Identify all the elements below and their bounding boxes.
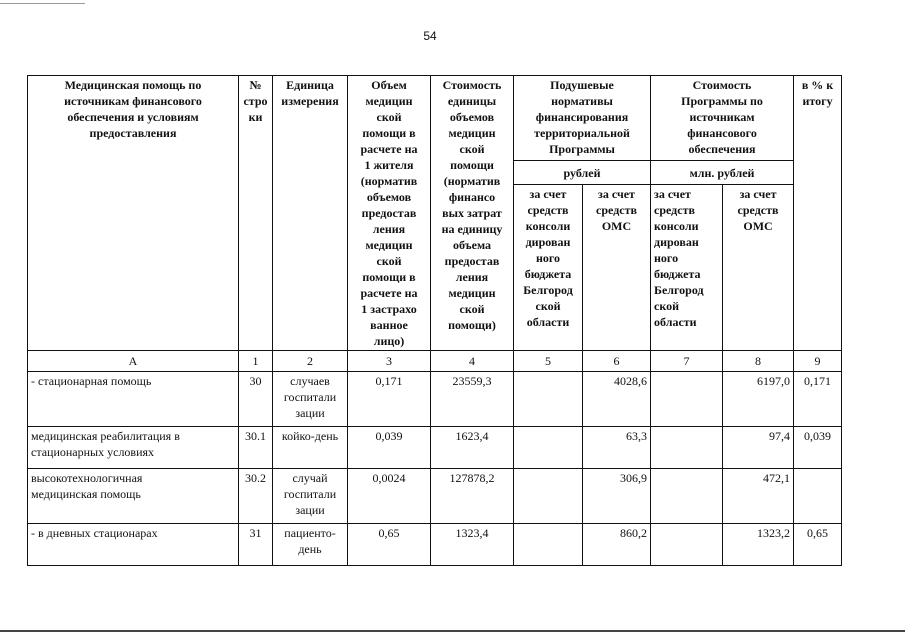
row-name: - в дневных стационарах: [28, 524, 239, 566]
header-percent: в % к итогу: [794, 76, 842, 351]
header-volume: Объем медицин ской помощи в расчете на 1 жителя (норматив объемов предостав ления медицин ской помощи в расчете на 1 застрахо ванное лицо): [348, 76, 431, 351]
row-budget-total: [651, 372, 723, 427]
header-name: Медицинская помощь по источникам финансового обеспечения и условиям предоставления: [28, 76, 239, 351]
row-line: 30.2: [239, 469, 273, 524]
header-group-norms: Подушевые нормативы финансирования территориальной Программы: [514, 76, 651, 161]
row-budget-total: [651, 469, 723, 524]
header-budget-total: за счет средств консоли дирован ного бюджета Белгород ской области: [651, 185, 723, 351]
row-percent: [794, 469, 842, 524]
index-cell: А: [28, 351, 239, 372]
row-name: высокотехнологичная медицинская помощь: [28, 469, 239, 524]
header-budget-norm: за счет средств консоли дирован ного бюджета Белгород ской области: [514, 185, 583, 351]
row-volume: 0,039: [348, 427, 431, 469]
row-line: 30: [239, 372, 273, 427]
row-oms-total: 472,1: [723, 469, 794, 524]
scan-edge-top: [0, 0, 85, 4]
index-cell: 1: [239, 351, 273, 372]
row-cost: 1623,4: [431, 427, 514, 469]
row-line: 30.1: [239, 427, 273, 469]
header-unit: Единица измерения: [273, 76, 348, 351]
row-unit: койко-день: [273, 427, 348, 469]
row-budget-norm: [514, 469, 583, 524]
index-cell: 7: [651, 351, 723, 372]
row-name: медицинская реабилитация в стационарных условиях: [28, 427, 239, 469]
index-cell: 9: [794, 351, 842, 372]
index-cell: 8: [723, 351, 794, 372]
header-oms-total: за счет средств ОМС: [723, 185, 794, 351]
header-cost: Стоимость единицы объемов медицин ской помощи (норматив финансо вых затрат на единицу объема предостав ления медицин ской помощи): [431, 76, 514, 351]
row-budget-norm: [514, 524, 583, 566]
row-unit: случаев госпитали зации: [273, 372, 348, 427]
row-oms-norm: 63,3: [583, 427, 651, 469]
row-volume: 0,65: [348, 524, 431, 566]
header-row-1: [28, 76, 842, 161]
row-oms-total: 6197,0: [723, 372, 794, 427]
header-group-cost: Стоимость Программы по источникам финансового обеспечения: [651, 76, 794, 161]
row-budget-norm: [514, 427, 583, 469]
row-oms-norm: 306,9: [583, 469, 651, 524]
table-row: [28, 372, 842, 427]
row-unit: пациенто- день: [273, 524, 348, 566]
row-percent: 0,65: [794, 524, 842, 566]
table-row: [28, 427, 842, 469]
row-oms-total: 1323,2: [723, 524, 794, 566]
row-oms-total: 97,4: [723, 427, 794, 469]
header-line-number: № стро ки: [239, 76, 273, 351]
row-cost: 127878,2: [431, 469, 514, 524]
row-oms-norm: 860,2: [583, 524, 651, 566]
row-unit: случай госпитали зации: [273, 469, 348, 524]
index-cell: 6: [583, 351, 651, 372]
financing-table: [27, 75, 842, 566]
index-cell: 2: [273, 351, 348, 372]
table-row: [28, 524, 842, 566]
table-row: [28, 469, 842, 524]
row-oms-norm: 4028,6: [583, 372, 651, 427]
header-unit-mln: млн. рублей: [651, 161, 794, 185]
header-oms-norm: за счет средств ОМС: [583, 185, 651, 351]
index-row: [28, 351, 842, 372]
row-name: - стационарная помощь: [28, 372, 239, 427]
page-number: 54: [423, 29, 437, 43]
row-percent: 0,039: [794, 427, 842, 469]
row-budget-norm: [514, 372, 583, 427]
row-line: 31: [239, 524, 273, 566]
row-cost: 1323,4: [431, 524, 514, 566]
scan-edge-bottom: [0, 630, 905, 632]
row-budget-total: [651, 427, 723, 469]
row-budget-total: [651, 524, 723, 566]
row-cost: 23559,3: [431, 372, 514, 427]
row-percent: 0,171: [794, 372, 842, 427]
row-volume: 0,0024: [348, 469, 431, 524]
header-unit-rub: рублей: [514, 161, 651, 185]
index-cell: 3: [348, 351, 431, 372]
index-cell: 5: [514, 351, 583, 372]
index-cell: 4: [431, 351, 514, 372]
row-volume: 0,171: [348, 372, 431, 427]
